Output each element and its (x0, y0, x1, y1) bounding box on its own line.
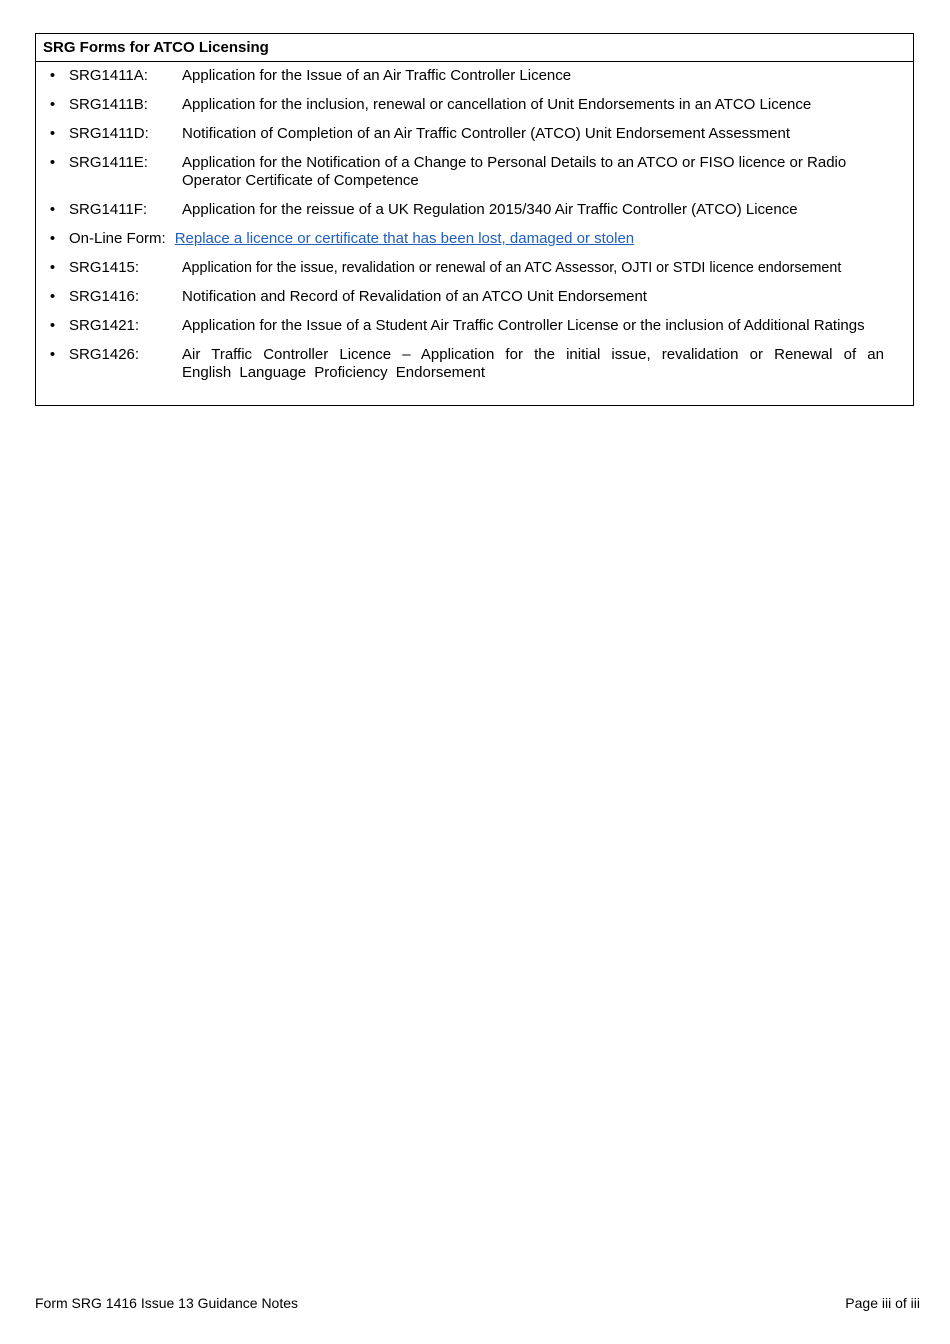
replace-licence-link[interactable]: Replace a licence or certificate that has been lost, damaged or stolen (174, 230, 635, 247)
bullet-icon (36, 154, 69, 172)
list-item (36, 154, 913, 190)
forms-list (36, 62, 913, 382)
list-item (36, 125, 913, 143)
footer-page-number: Page iii of iii (845, 1295, 920, 1311)
list-item (36, 259, 913, 277)
form-description: Application for the Notification of a Change to Personal Details to an ATCO or FISO licence or Radio Operator Certificate of Competence (182, 154, 847, 189)
form-code: SRG1416: (69, 288, 140, 305)
form-code: SRG1421: (69, 317, 140, 334)
form-description: Application for the issue, revalidation or renewal of an ATC Assessor, OJTI or STDI licence endorsement (182, 260, 842, 276)
list-item (36, 67, 913, 85)
list-item-online-form (36, 230, 913, 248)
bullet-icon (36, 259, 69, 277)
form-code: SRG1411F: (69, 201, 148, 218)
form-description: Notification and Record of Revalidation of an ATCO Unit Endorsement (182, 288, 647, 305)
form-code: SRG1426: (69, 346, 140, 363)
footer-form-reference: Form SRG 1416 Issue 13 Guidance Notes (35, 1295, 299, 1311)
form-description: Notification of Completion of an Air Traffic Controller (ATCO) Unit Endorsement Assessment (182, 125, 791, 142)
bullet-icon (36, 125, 69, 143)
box-title: SRG Forms for ATCO Licensing (36, 34, 913, 62)
list-item (36, 317, 913, 335)
bullet-icon (36, 230, 69, 248)
bullet-icon (36, 67, 69, 85)
form-description: Application for the Issue of a Student Air Traffic Controller License or the inclusion of Additional Ratings (182, 317, 865, 334)
srg-forms-box (35, 33, 914, 406)
bullet-icon (36, 201, 69, 219)
form-code: SRG1411B: (69, 96, 148, 113)
online-form-label: On-Line Form: (69, 230, 166, 247)
list-item (36, 201, 913, 219)
list-item (36, 96, 913, 114)
form-description: Application for the inclusion, renewal or cancellation of Unit Endorsements in an ATCO Licence (182, 96, 812, 113)
bullet-icon (36, 96, 69, 114)
form-description: Application for the Issue of an Air Traffic Controller Licence (182, 67, 572, 84)
form-code: SRG1415: (69, 259, 140, 276)
form-code: SRG1411A: (69, 67, 148, 84)
form-description: Application for the reissue of a UK Regulation 2015/340 Air Traffic Controller (ATCO) Licence (182, 201, 798, 218)
form-code: SRG1411D: (69, 125, 149, 142)
bullet-icon (36, 288, 69, 306)
form-description: Air Traffic Controller Licence – Application for the initial issue, revalidation or Renewal of an English Language Proficiency Endorsement (182, 346, 884, 381)
list-item (36, 346, 913, 382)
bullet-icon (36, 346, 69, 364)
list-item (36, 288, 913, 306)
bullet-icon (36, 317, 69, 335)
form-code: SRG1411E: (69, 154, 148, 171)
